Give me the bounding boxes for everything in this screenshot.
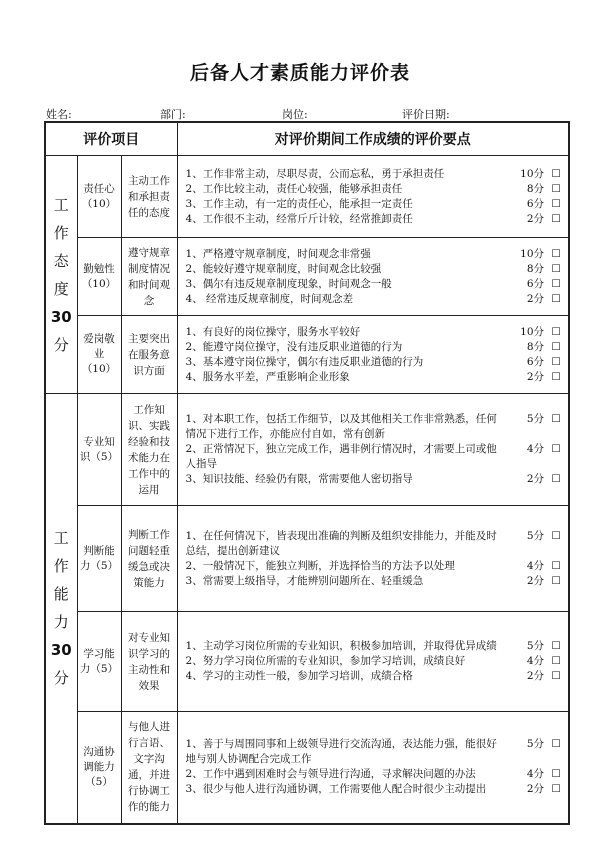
table-row [45, 712, 569, 824]
criterion-line: 4、学习的主动性一般，参加学习培训，成绩合格 2分 ☐ [186, 669, 569, 684]
score-checkbox[interactable]: ☐ [551, 325, 561, 338]
score-checkbox[interactable]: ☐ [551, 473, 561, 485]
criteria-list [177, 156, 569, 238]
score-checkbox[interactable]: ☐ [551, 277, 561, 290]
criterion-line: 3、知识技能、经验仍有限，常需要他人密切指导 2分 ☐ [186, 472, 569, 487]
item-name: 沟通协调能力（5） [77, 712, 121, 824]
criteria-list [177, 316, 569, 394]
table-row [45, 238, 569, 316]
item-name: 判断能力（5） [77, 506, 121, 612]
score-checkbox[interactable]: ☐ [551, 768, 561, 781]
table-row [45, 316, 569, 394]
criterion-line: 1、主动学习岗位所需的专业知识，积极参加培训，并取得优异成绩 5分 ☐ [186, 639, 569, 654]
score-checkbox[interactable]: ☐ [551, 529, 561, 542]
item-description: 遵守规章制度情况和时间观念 [121, 238, 177, 316]
table-row [45, 156, 569, 238]
score-checkbox[interactable]: ☐ [551, 355, 561, 368]
table-row [45, 612, 569, 712]
criterion-line: 2、工作比较主动，责任心较强，能够承担责任 8分 ☐ [186, 182, 569, 197]
criterion-line: 1、有良好的岗位操守，服务水平较好 10分 ☐ [186, 325, 569, 340]
criterion-line: 1、对本职工作，包括工作细节，以及其他相关工作非常熟悉，任何情况下进行工作，亦能应付自如，常有创新 5分 ☐ [186, 412, 569, 442]
criteria-list [177, 612, 569, 712]
score-checkbox[interactable]: ☐ [551, 443, 561, 455]
criteria-list [177, 394, 569, 506]
header-row [45, 122, 569, 156]
item-description: 主动工作和承担责任的态度 [121, 156, 177, 238]
form-title: 后备人才素质能力评价表 [189, 62, 410, 84]
item-name: 责任心（10） [77, 156, 121, 238]
position-label: 岗位: [282, 108, 308, 121]
criterion-line: 3、常需要上级指导，才能辨别问题所在、轻重缓急 2分 ☐ [186, 574, 569, 589]
score-checkbox[interactable]: ☐ [551, 167, 561, 180]
score-checkbox[interactable]: ☐ [551, 574, 561, 587]
criterion-line: 3、基本遵守岗位操守，偶尔有违反职业道德的行为 6分 ☐ [186, 355, 569, 370]
table-row [45, 506, 569, 612]
table-row [45, 394, 569, 506]
criterion-line: 1、严格遵守规章制度，时间观念非常强 10分 ☐ [186, 247, 569, 262]
score-checkbox[interactable]: ☐ [551, 182, 561, 195]
section-work-attitude: 工 作 态 度 30 分 [45, 156, 77, 394]
criteria-list [177, 506, 569, 612]
item-description: 工作知识、实践经验和技术能力在工作中的运用 [121, 394, 177, 506]
score-checkbox[interactable]: ☐ [551, 655, 561, 667]
criterion-line: 2、能遵守岗位操守，没有违反职业道德的行为 8分 ☐ [186, 340, 569, 355]
header-evaluation-item: 评价项目 [45, 122, 177, 156]
department-label: 部门: [160, 108, 186, 121]
criterion-line: 3、工作主动，有一定的责任心，能承担一定责任 6分 ☐ [186, 197, 569, 212]
score-checkbox[interactable]: ☐ [551, 559, 561, 572]
criterion-line: 2、能较好遵守规章制度，时间观念比较强 8分 ☐ [186, 262, 569, 277]
criterion-line: 2、工作中遇到困难时会与领导进行沟通，寻求解决问题的办法 4分 ☐ [186, 767, 569, 782]
header-evaluation-points: 对评价期间工作成绩的评价要点 [177, 122, 569, 156]
criterion-line: 2、正常情况下，独立完成工作，遇非例行情况时，才需要上司或他人指导 4分 ☐ [186, 442, 569, 472]
name-label: 姓名: [46, 108, 72, 121]
criterion-line: 4、工作很不主动，经常斤斤计较，经常推卸责任 2分 ☐ [186, 212, 569, 227]
item-description: 对专业知识学习的主动性和效果 [121, 612, 177, 712]
evaluation-date-label: 评价日期: [402, 108, 450, 121]
score-checkbox[interactable]: ☐ [551, 340, 561, 353]
item-description: 与他人进行言语、文字沟通，并进行协调工作的能力 [121, 712, 177, 824]
score-checkbox[interactable]: ☐ [551, 670, 561, 682]
score-checkbox[interactable]: ☐ [551, 262, 561, 275]
criteria-list [177, 712, 569, 824]
criterion-line: 2、努力学习岗位所需的专业知识，参加学习培训，成绩良好 4分 ☐ [186, 654, 569, 669]
item-name: 学习能力（5） [77, 612, 121, 712]
criterion-line: 1、工作非常主动，尽职尽责，公而忘私，勇于承担责任 10分 ☐ [186, 167, 569, 182]
item-name: 爱岗敬业（10） [77, 316, 121, 394]
section-work-ability: 工 作 能 力 30 分 [45, 394, 77, 824]
score-checkbox[interactable]: ☐ [551, 640, 561, 652]
criterion-line: 1、善于与周围同事和上级领导进行交流沟通，表达能力强，能很好地与别人协调配合完成工作 5分 ☐ [186, 737, 569, 767]
item-name: 勤勉性（10） [77, 238, 121, 316]
score-checkbox[interactable]: ☐ [551, 197, 561, 210]
criterion-line: 3、很少与他人进行沟通协调，工作需要他人配合时很少主动提出 2分 ☐ [186, 782, 569, 797]
score-checkbox[interactable]: ☐ [551, 212, 561, 225]
score-checkbox[interactable]: ☐ [551, 413, 561, 425]
score-checkbox[interactable]: ☐ [551, 292, 561, 305]
criteria-list [177, 238, 569, 316]
criterion-line: 1、在任何情况下，皆表现出准确的判断及组织安排能力，并能及时总结，提出创新建议 5分 ☐ [186, 529, 569, 559]
item-name: 专业知识（5） [77, 394, 121, 506]
evaluation-table [44, 121, 570, 825]
criterion-line: 4、服务水平差，严重影响企业形象 2分 ☐ [186, 370, 569, 385]
score-checkbox[interactable]: ☐ [551, 738, 561, 751]
score-checkbox[interactable]: ☐ [551, 783, 561, 796]
score-checkbox[interactable]: ☐ [551, 247, 561, 260]
criterion-line: 3、偶尔有违反规章制度现象，时间观念一般 6分 ☐ [186, 277, 569, 292]
item-description: 判断工作问题轻重缓急或决策能力 [121, 506, 177, 612]
criterion-line: 4、 经常违反规章制度，时间观念差 2分 ☐ [186, 292, 569, 307]
item-description: 主要突出在服务意识方面 [121, 316, 177, 394]
score-checkbox[interactable]: ☐ [551, 370, 561, 383]
criterion-line: 2、一般情况下，能独立判断，并选择恰当的方法予以处理 4分 ☐ [186, 559, 569, 574]
